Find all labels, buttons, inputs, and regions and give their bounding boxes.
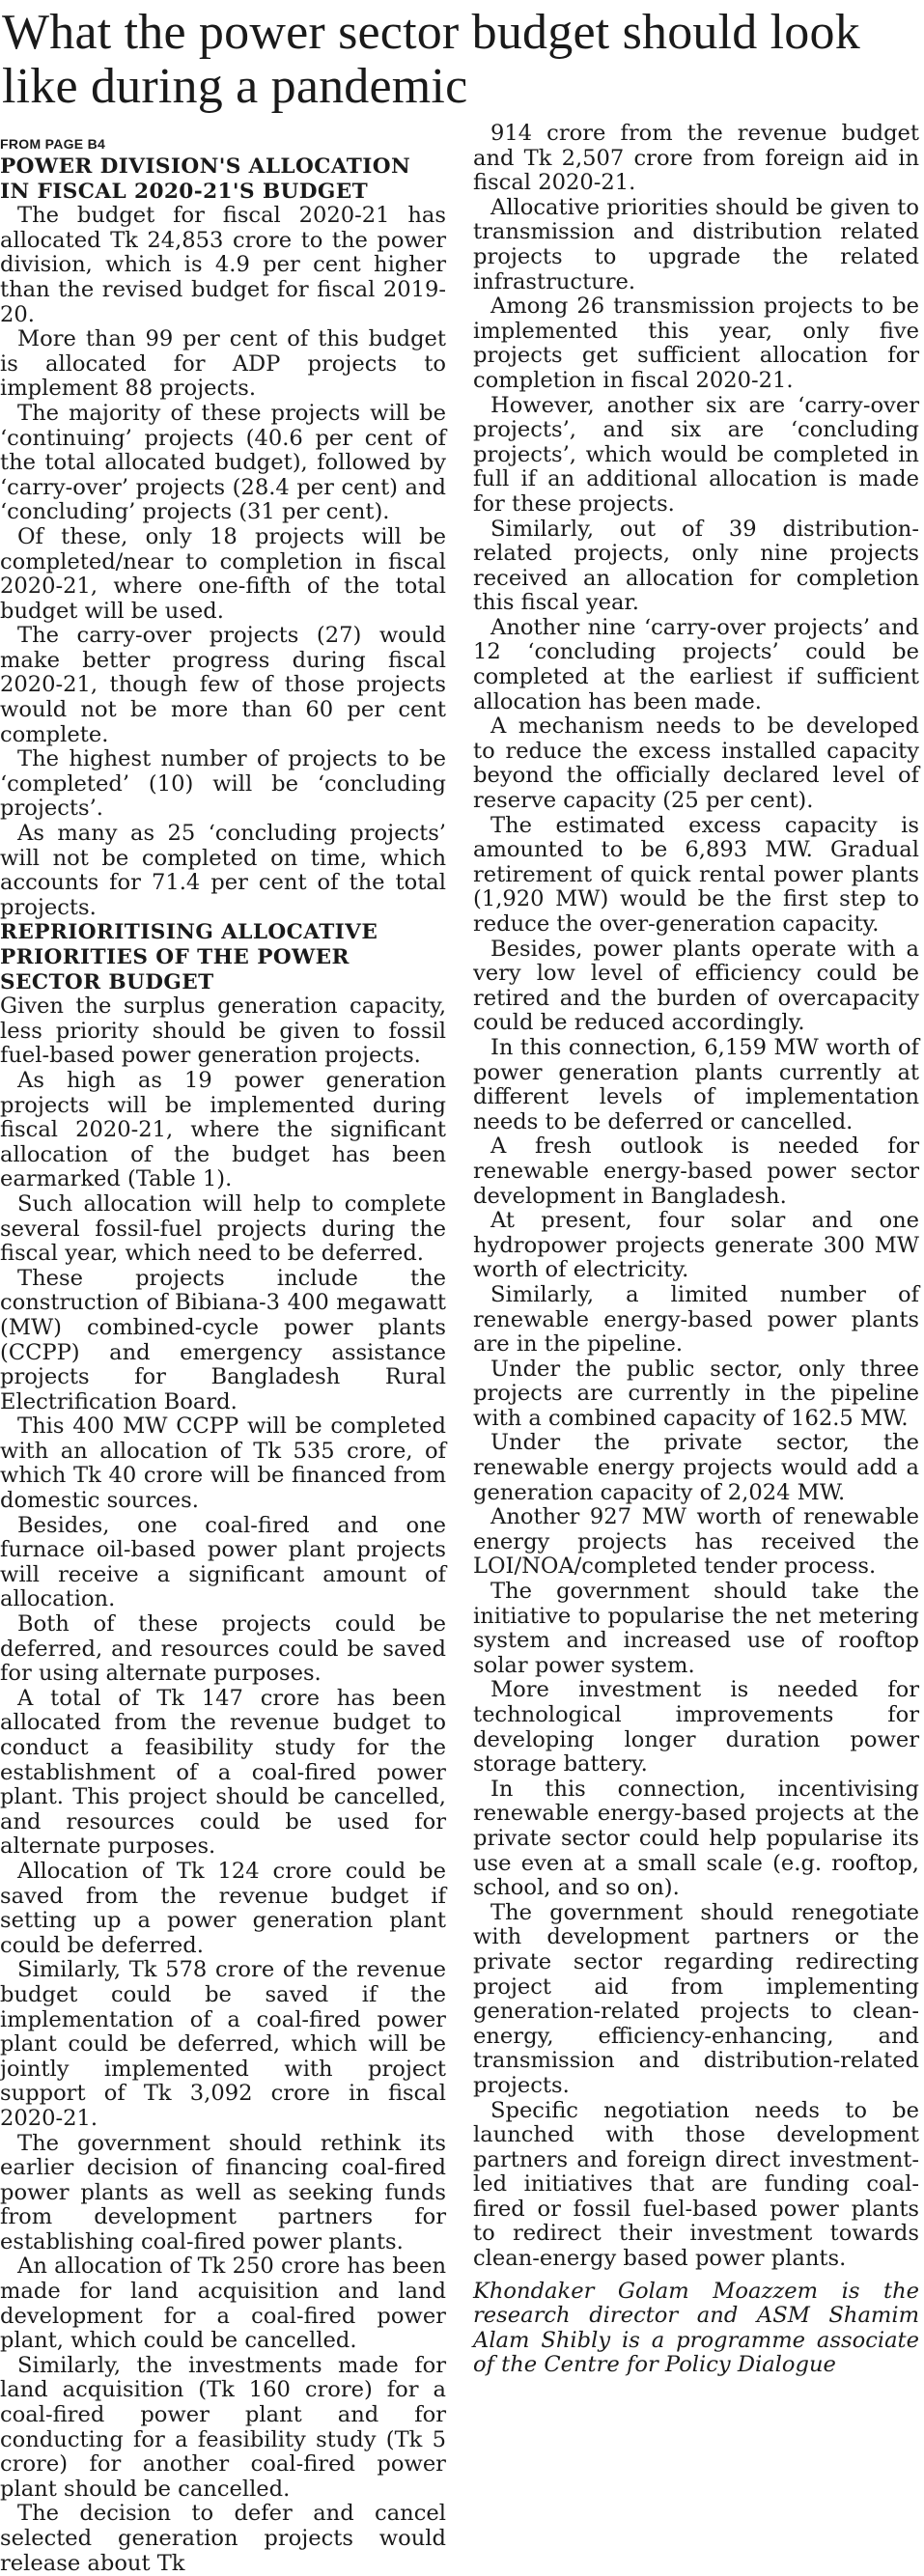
paragraph: 914 crore from the revenue budget and Tk 2,507 crore from foreign aid in fiscal 2020-21.	[473, 121, 919, 196]
paragraph: The government should renegotiate with development partners or the private sector regarding redirecting project aid from implementing generation-related projects to clean-energy, efficiency-enhancing, and transmission and distribution-related projects.	[473, 1899, 919, 2098]
right-column	[473, 122, 919, 2378]
paragraph: The government should take the initiative to popularise the net metering system and increased use of rooftop solar power system.	[473, 1579, 919, 1678]
paragraph: Allocation of Tk 124 crore could be saved from the revenue budget if setting up a power generation plant could be deferred.	[0, 1858, 446, 1958]
paragraph: A fresh outlook is needed for renewable energy-based power sector development in Bangladesh.	[473, 1134, 919, 1209]
paragraph: An allocation of Tk 250 crore has been made for land acquisition and land development for a coal-fired power plant, which could be cancelled.	[0, 2254, 446, 2354]
paragraph: As high as 19 power generation projects will be implemented during fiscal 2020-21, where the significant allocation of the budget has been earmarked (Table 1).	[0, 1067, 446, 1192]
section-reprioritising-body	[0, 1069, 446, 2576]
paragraph: The budget for fiscal 2020-21 has allocated Tk 24,853 crore to the power division, which is 4.9 per cent higher than the revised budget for fiscal 2019-20.	[0, 203, 446, 327]
paragraph: This 400 MW CCPP will be completed with an allocation of Tk 535 crore, of which Tk 40 crore will be financed from domestic sources.	[0, 1414, 446, 1514]
paragraph: Both of these projects could be deferred, and resources could be saved for using alternate purposes.	[0, 1611, 446, 1687]
paragraph: A mechanism needs to be developed to reduce the excess installed capacity beyond the officially declared level of reserve capacity (25 per cent).	[473, 714, 919, 814]
paragraph: In this connection, 6,159 MW worth of power generation plants currently at different levels of implementation needs to be deferred or cancelled.	[473, 1034, 919, 1134]
paragraph: Besides, power plants operate with a very low level of efficiency could be retired and the burden of overcapacity could be reduced accordingly.	[473, 936, 919, 1036]
page-reference: FROM PAGE B4	[0, 136, 106, 152]
paragraph: The government should rethink its earlier decision of financing coal-fired power plants as well as seeking funds from development partners for establishing coal-fired power plants.	[0, 2130, 446, 2254]
paragraph: At present, four solar and one hydropower projects generate 300 MW worth of electricity.	[473, 1208, 919, 1283]
paragraph: Another nine ‘carry-over projects’ and 12 ‘concluding projects’ could be completed at the earliest if sufficient allocation has been made.	[473, 614, 919, 714]
paragraph: These projects include the construction of Bibiana-3 400 megawatt (MW) combined-cycle power plants (CCPP) and emergency assistance projects for Bangladesh Rural Electrification Board.	[0, 1265, 446, 1414]
paragraph: Another 927 MW worth of renewable energy projects has received the LOI/NOA/completed tender process.	[473, 1504, 919, 1580]
paragraph: However, another six are ‘carry-over projects’, and six are ‘concluding projects’, which would be completed in full if an additional allocation is made for these projects.	[473, 392, 919, 517]
paragraph: Of these, only 18 projects will be completed/near to completion in fiscal 2020-21, where one-fifth of the total budget will be used.	[0, 523, 446, 624]
paragraph: Similarly, Tk 578 crore of the revenue budget could be saved if the implementation of a coal-fired power plant could be deferred, which will be jointly implemented with project support of Tk 3,092 crore in fiscal 2020-21.	[0, 1957, 446, 2131]
author-bio: Khondaker Golam Moazzem is the research director and ASM Shamim Alam Shibly is a programme associate of the Centre for Policy Dialogue	[473, 2278, 919, 2378]
left-column	[0, 135, 446, 2576]
headline: What the power sector budget should look like during a pandemic	[2, 5, 860, 114]
paragraph: Besides, one coal-fired and one furnace oil-based power plant projects will receive a significant amount of allocation.	[0, 1512, 446, 1612]
paragraph: Such allocation will help to complete several fossil-fuel projects during the fiscal year, which need to be deferred.	[0, 1190, 446, 1267]
paragraph: Similarly, the investments made for land acquisition (Tk 160 crore) for a coal-fired power plant and for conducting for a feasibility study (Tk 5 crore) for another coal-fired power plant should be cancelled.	[0, 2352, 446, 2502]
paragraph: Given the surplus generation capacity, less priority should be given to fossil fuel-based power generation projects.	[0, 994, 446, 1069]
right-column-body	[473, 122, 919, 2272]
section-allocation-body	[0, 204, 446, 920]
paragraph: Allocative priorities should be given to transmission and distribution related projects to upgrade the related infrastructure.	[473, 194, 919, 294]
paragraph: Among 26 transmission projects to be implemented this year, only five projects get sufficient allocation for completion in fiscal 2020-21.	[473, 294, 919, 393]
paragraph: Under the private sector, the renewable energy projects would add a generation capacity of 2,024 MW.	[473, 1430, 919, 1505]
paragraph: The majority of these projects will be ‘continuing’ projects (40.6 per cent of the total allocated budget), followed by ‘carry-over’ projects (28.4 per cent) and ‘concluding’ projects (31 per cent).	[0, 400, 446, 525]
paragraph: Specific negotiation needs to be launched with those development partners and foreign direct investment-led initiatives that are funding coal-fired or fossil fuel-based power plants to redirect their investment towards clean-energy based power plants.	[473, 2097, 919, 2272]
paragraph: Under the public sector, only three projects are currently in the pipeline with a combined capacity of 162.5 MW.	[473, 1356, 919, 1431]
paragraph: More than 99 per cent of this budget is allocated for ADP projects to implement 88 projects.	[0, 326, 446, 402]
paragraph: More investment is needed for technological improvements for developing longer duration power storage battery.	[473, 1677, 919, 1778]
paragraph: The decision to defer and cancel selected generation projects would release about Tk	[0, 2501, 446, 2576]
paragraph: The highest number of projects to be ‘completed’ (10) will be ‘concluding projects’.	[0, 746, 446, 822]
paragraph: Similarly, out of 39 distribution-related projects, only nine projects received an allocation for completion this fiscal year.	[473, 516, 919, 616]
paragraph: The estimated excess capacity is amounted to be 6,893 MW. Gradual retirement of quick rental power plants (1,920 MW) would be the first step to reduce the over-generation capacity.	[473, 812, 919, 937]
paragraph: The carry-over projects (27) would make better progress during fiscal 2020-21, though few of those projects would not be more than 60 per cent complete.	[0, 623, 446, 747]
paragraph: A total of Tk 147 crore has been allocated from the revenue budget to conduct a feasibility study for the establishment of a coal-fired power plant. This project should be cancelled, and resources could be used for alternate purposes.	[0, 1685, 446, 1860]
section-heading-allocation: POWER DIVISION'S ALLOCATION IN FISCAL 2020-21'S BUDGET	[0, 154, 411, 204]
paragraph: In this connection, incentivising renewable energy-based projects at the private sector could help popularise its use even at a small scale (e.g. rooftop, school, and so on).	[473, 1776, 919, 1901]
paragraph: As many as 25 ‘concluding projects’ will not be completed on time, which accounts for 71.4 per cent of the total projects.	[0, 821, 446, 920]
section-heading-reprioritising: REPRIORITISING ALLOCATIVE PRIORITIES OF THE POWER SECTOR BUDGET	[0, 920, 378, 994]
paragraph: Similarly, a limited number of renewable energy-based power plants are in the pipeline.	[473, 1281, 919, 1358]
